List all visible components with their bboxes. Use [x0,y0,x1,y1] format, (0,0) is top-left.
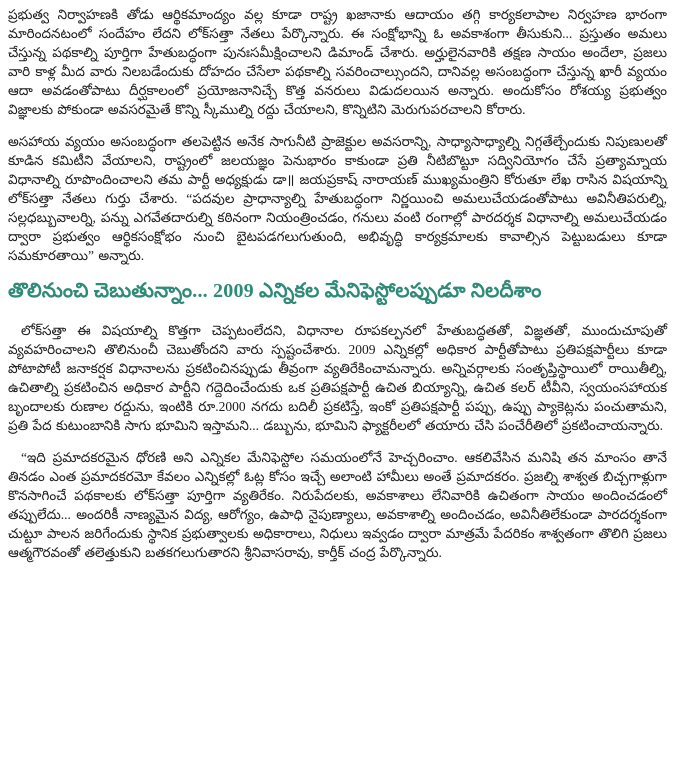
paragraph-warning-quote: “ఇది ప్రమాదకరమైన ధోరణి అని ఎన్నికల మేనిఫెస్టోల సమయంలోనే హెచ్చరించాం. ఆకలివేసిన మనిషి తన మాంసం తానే తినడం ఎంత ప్రమాదకరమో కేవలం ఎన్నికల్లో ఓట్ల కోసం ఇచ్చే అలాంటి హామీలు అంతే ప్రమాదకరం. ప్రజల్ని శాశ్వత బిచ్చగాళ్లుగా కొనసాగించే పథకాలకు లోక్‌సత్తా పూర్తిగా వ్యతిరేకం. నిరుపేదలకు, అవకాశాలు లేనివారికి ఉచితంగా సాయం అందించడంలో తప్పులేదు... అందరికీ నాణ్యమైన విద్య, ఆరోగ్యం, ఉపాధి నైపుణ్యాలు, అవకాశాల్ని అందించడం, అవినీతిలేకుండా పారదర్శకంగా చుట్టూ పాలన జరిగేందుకు స్థానిక ప్రభుత్వాలకు అధికారాలు, నిధులు ఇవ్వడం ద్వారా మాత్రమే పేదరికం శాశ్వతంగా తొలిగి ప్రజలు ఆత్మగౌరవంతో తలెత్తుకుని బతకగలుగుతారని శ్రీనివాసరావు, కార్తీక్ చంద్ర పేర్కొన్నారు. [8,450,667,560]
paragraph-economy-review: ప్రభుత్వ నిర్వాహణకి తోడు ఆర్థికమాంద్యం వల్ల కూడా రాష్ట్ర ఖజానాకు ఆదాయం తగ్గి కార్యకలాపాల నిర్వహణ భారంగా మారిందనటంలో సందేహం లేదని లోక్‌సత్తా నేతలు పేర్కొన్నారు. ఈ సంక్షోభాన్ని ఓ అవకాశంగా తీసుకుని... ప్రస్తుతం అమలు చేస్తున్న పథకాల్ని పూర్తిగా హేతుబద్ధంగా పునఃసమీక్షించాలని డిమాండ్ చేశారు. అర్హులైనవారికి తక్షణ సాయం అందేలా, ప్రజలు వారి కాళ్ల మీద వారు నిలబడేందుకు దోహదం చేసేలా పథకాల్ని సవరించాల్సుందని, దానివల్ల అసంబద్ధంగా చేస్తున్న ఖారీ వ్యయం ఆదా అవడంతోపాటు దీర్ఘకాలంలో ప్రయోజనానిచ్చే కొత్త వనరులు విడుదలయిన అన్నారు. అందుకోసం రోశయ్య ప్రభుత్వం విజ్ఞాలకు పోకుండా అవసరమైతే కొన్ని స్కీముల్ని రద్దు చేయాలని, కొన్నిటిని మెరుగుపరచాలని కోరారు. [8,7,667,117]
section-heading: తొలినుంచి చెబుతున్నాం... 2009 ఎన్నికల మేనిఫెస్టోలప్పుడూ నిలదీశాం [8,280,542,302]
paragraph-irrigation-letter: అసహాయ వ్యయం అసంబద్ధంగా తలపెట్టిన అనేక సాగునీటి ప్రాజెక్టుల అవసరాన్ని, సాధ్యాసాధ్యాల్ని నిగ్గతేల్చేందుకు నిపుణులతో కూడిన కమిటీని వేయాలని, రాష్ట్రంలో జలయజ్ఞం పెనుభారం కాకుండా ప్రతి నీటిబొట్టూ సద్వినియోగం చేసే ప్రత్యామ్నాయ విధానాల్ని రూపొందించాలని తమ పార్టీ అధ్యక్షుడు డా॥ జయప్రకాష్ నారాయణ్ ముఖ్యమంత్రిని కోరుతూ లేఖ రాసిన విషయాన్ని లోక్‌సత్తా నేతలు గుర్తు చేశారు. “పదవుల ప్రాధాన్యాల్ని హేతుబద్ధంగా నిర్ణయించి అమలుచేయడంతోపాటు అవినీతిపరుల్ని, సల్లధబ్బువాలర్ని, పన్ను ఎగవేతదారుల్ని కఠినంగా నియంత్రించడం, గనులు వంటి రంగాల్లో పారదర్శక విధానాల్ని అమలుచేయడం ద్వారా ప్రభుత్వం ఆర్థికసంక్షోభం నుంచి బైటపడగలుగుతుంది, అభివృద్ధి కార్యక్రమాలకు కావాల్సిన పెట్టుబడులు కూడా సమకూరతాయి” అన్నారు. [8,134,667,263]
paragraph-manifesto-criticism: లోక్‌సత్తా ఈ విషయాల్ని కొత్తగా చెప్పటంలేదని, విధానాల రూపకల్పనలో హేతుబద్ధతతో, విజ్ఞతతో, ముందుచూపుతో వ్యవహరించాలని తొలినుంచీ చెబుతోందని వారు స్పష్టంచేశారు. 2009 ఎన్నికల్లో అధికార పార్టీతోపాటు ప్రతిపక్షపార్టీలు కూడా పోటాపోటీ జనాకర్షక విధానాలను ప్రకటించినప్పుడు తీవ్రంగా వ్యతిరేకించామన్నారు. అన్నివర్గాలకు సంతృప్తిస్థాయిలో రాయితీల్ని, ఉచితాల్ని ప్రకటించిన అధికార పార్టీని గద్దెదించేందుకు ఒక ప్రతిపక్షపార్టీ ఉచిత బియ్యాన్ని, ఉచిత కలర్ టీవీని, స్వయంసహాయక బృందాలకు రుణాల రద్దును, ఇంటికి రూ.2000 నగదు బదిలీ ప్రకటిస్తే, ఇంకో ప్రతిపక్షపార్టీ పప్పు, ఉప్పు ప్యాకెట్లను పంచుతామని, ప్రతి పేద కుటుంబానికి సాగు భూమిని ఇస్తామని... డబ్బును, భూమిని ఫ్యాక్టరీలలో తయారు చేసి పంచేరీతిలో ప్రకటించాయన్నారు. [8,323,667,433]
